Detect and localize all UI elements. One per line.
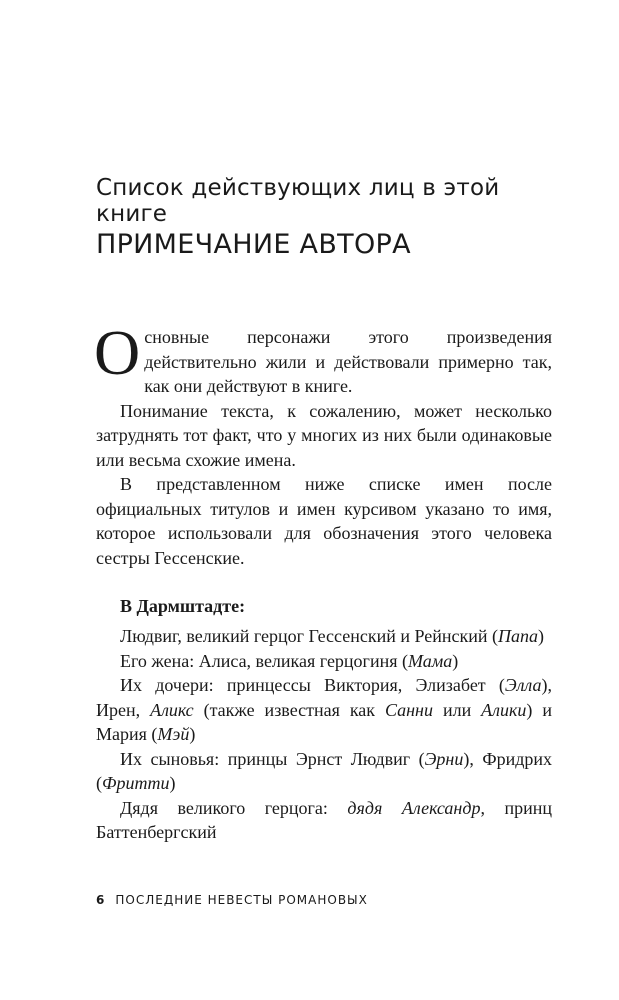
intro-paragraph-2: Понимание текста, к сожалению, может несколько затруднять тот факт, что у многих из них были одинаковые или весьма схожие имена. — [96, 400, 552, 470]
entry-text: или — [433, 699, 482, 720]
entry-nickname: дядя Александр — [347, 797, 481, 818]
entry-text: ) — [169, 773, 176, 793]
intro-text — [94, 317, 552, 570]
list-item — [96, 673, 552, 747]
entry-text: Людвиг, великий герцог Гессенский и Рейнский ( — [120, 626, 498, 646]
list-item — [96, 747, 552, 796]
entry-nickname: Мама — [407, 650, 453, 671]
entry-text: ) — [538, 626, 544, 646]
entry-text: ), Ирен, — [96, 675, 552, 720]
intro-paragraph-3: В представленном ниже списке имен после официальных титулов и имен курсивом указано то имя, которое использовали для обозначения этого человека сестры Гессенские. — [96, 474, 552, 568]
entry-text: ), Фридрих ( — [96, 748, 553, 793]
drop-cap: О — [94, 317, 141, 388]
entry-text: (также известная как — [193, 699, 385, 720]
entry-text: Дядя великого герцога: — [120, 797, 348, 818]
entry-text: ) и Мария ( — [96, 699, 552, 744]
entry-nickname: Мэй — [157, 724, 190, 744]
list-item — [96, 649, 552, 674]
entry-nickname: Эрни — [424, 748, 464, 769]
running-title: ПОСЛЕДНИЕ НЕВЕСТЫ РОМАНОВЫХ — [115, 893, 368, 907]
section-heading: В Дармштадте: — [120, 596, 246, 616]
chapter-subtitle: Список действующих лиц в этой книге — [96, 175, 500, 227]
entry-text: ) — [189, 724, 196, 744]
entry-nickname: Аликс — [150, 699, 194, 720]
intro-paragraph-1 — [94, 317, 552, 399]
entry-text: ) — [452, 650, 459, 671]
chapter-title: ПРИМЕЧАНИЕ АВТОРА — [96, 229, 411, 260]
character-list — [96, 624, 552, 845]
entry-nickname: Алики — [481, 699, 527, 720]
intro-paragraph-1-text: сновные персонажи этого произведения действительно жили и действовали примерно так, как они действуют в книге. — [144, 327, 552, 396]
page-footer — [96, 892, 556, 908]
entry-text: Его жена: Алиса, великая герцогиня ( — [120, 650, 408, 671]
page-number: 6 — [96, 893, 106, 907]
list-item — [96, 624, 552, 649]
entry-text: , принц Баттенбергский — [96, 797, 552, 842]
entry-nickname: Элла — [504, 675, 542, 695]
entry-nickname: Санни — [385, 699, 433, 720]
entry-text: Их дочери: принцессы Виктория, Элизабет ( — [120, 675, 505, 695]
list-item — [96, 796, 552, 845]
entry-nickname: Фритти — [102, 773, 170, 793]
entry-text: Их сыновья: принцы Эрнст Людвиг ( — [120, 748, 425, 769]
entry-nickname: Папа — [498, 626, 538, 646]
